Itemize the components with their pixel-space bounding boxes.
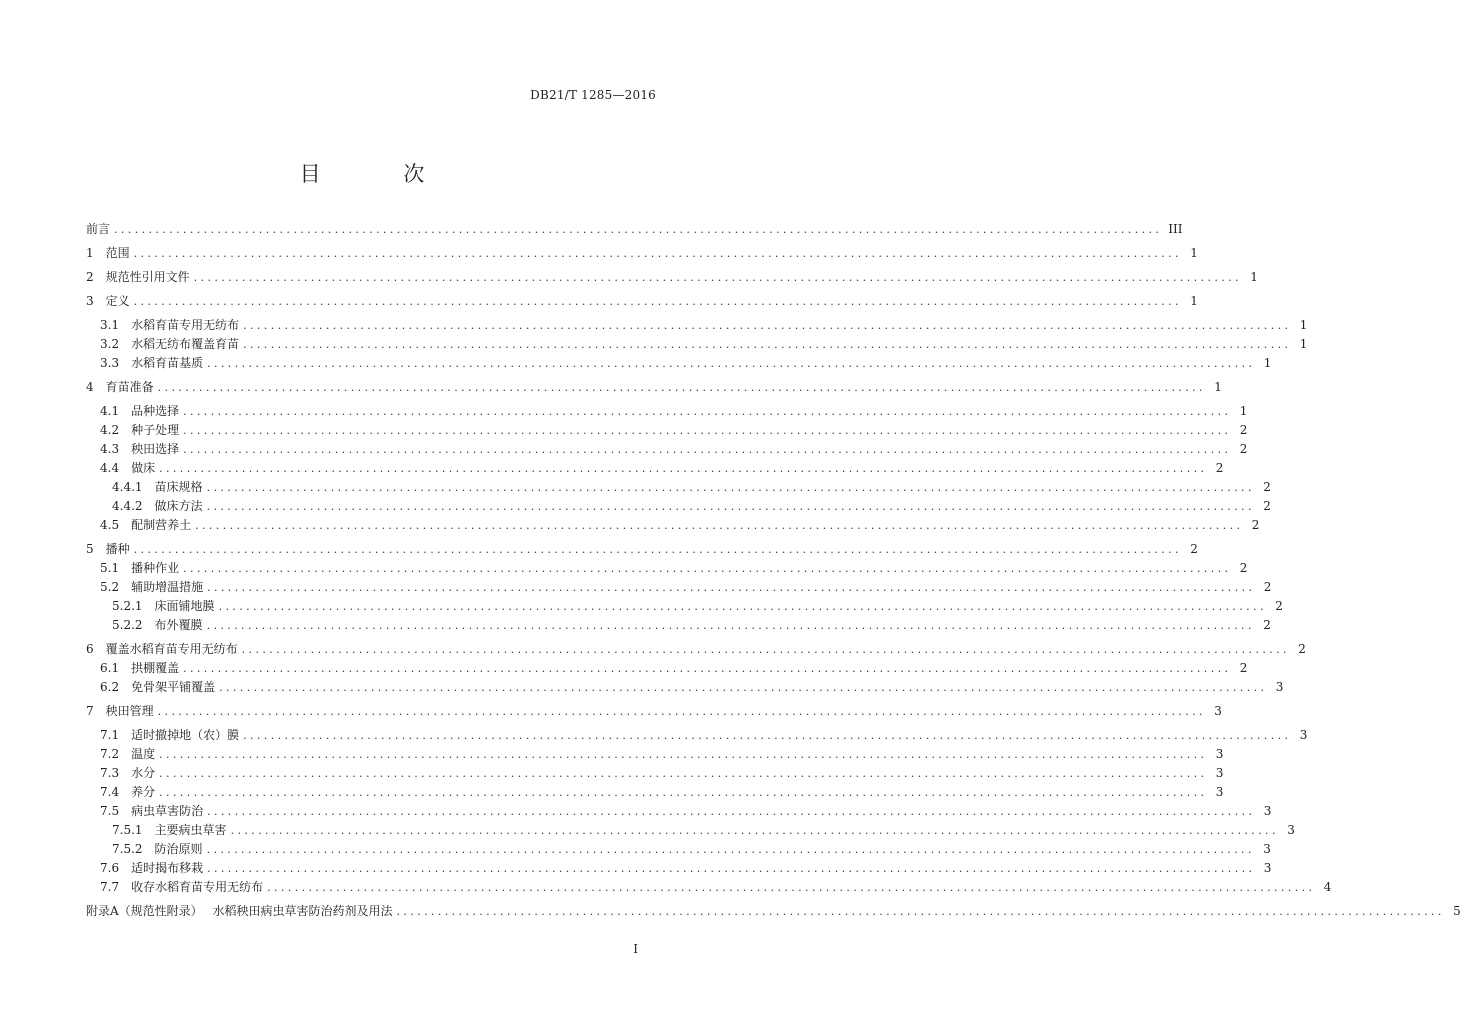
toc-entry[interactable]: [86, 498, 1271, 514]
toc-entry-number: 7.7: [100, 880, 120, 894]
toc-dot-leader: ........................................................................................................................................................: [159, 462, 1208, 475]
toc-entry-number: 5.2.2: [112, 618, 143, 632]
toc-dot-leader: ........................................................................................................................................................: [243, 338, 1292, 351]
toc-entry-number: 4.3: [100, 442, 120, 456]
toc-entry[interactable]: [86, 841, 1271, 857]
toc-entry-page: 3: [1215, 747, 1224, 761]
toc-entry-page: 3: [1215, 785, 1224, 799]
toc-entry-title: 秧田选择: [131, 442, 180, 456]
toc-entry-page: 1: [1214, 380, 1222, 394]
toc-entry-title: 做床方法: [154, 499, 203, 513]
toc-entry[interactable]: [86, 641, 1306, 657]
toc-entry[interactable]: [86, 703, 1222, 719]
toc-entry-page: 2: [1190, 542, 1198, 556]
toc-entry-page: 3: [1299, 728, 1308, 742]
toc-entry-page: 2: [1239, 423, 1248, 437]
toc-entry[interactable]: [86, 422, 1248, 438]
toc-entry[interactable]: [86, 765, 1224, 781]
toc-entry-number: 4.2: [100, 423, 120, 437]
toc-entry-number: 4.4.1: [112, 480, 143, 494]
toc-dot-leader: ........................................................................................................................................................: [183, 424, 1232, 437]
toc-entry-title: 防治原则: [154, 842, 203, 856]
toc-dot-leader: ........................................................................................................................................................: [183, 562, 1232, 575]
toc-dot-leader: ........................................................................................................................................................: [207, 357, 1256, 370]
toc-dot-leader: ........................................................................................................................................................: [207, 862, 1256, 875]
toc-dot-leader: ........................................................................................................................................................: [206, 481, 1255, 494]
toc-entry-number: 7.5.1: [112, 823, 143, 837]
toc-entry-page: 3: [1215, 766, 1224, 780]
toc-entry-number: 6.1: [100, 661, 120, 675]
toc-entry-title: 主要病虫草害: [154, 823, 227, 837]
toc-entry-title: 养分: [131, 785, 156, 799]
toc-entry-number: 3.3: [100, 356, 120, 370]
toc-dot-leader: ........................................................................................................................................................: [207, 581, 1256, 594]
toc-entry-page: 2: [1263, 480, 1271, 494]
toc-entry-number: 4.1: [100, 404, 120, 418]
toc-entry[interactable]: [86, 617, 1271, 633]
toc-entry-page: 1: [1190, 294, 1198, 308]
toc-entry-number: 4: [86, 380, 94, 394]
toc-dot-leader: ........................................................................................................................................................: [206, 619, 1255, 632]
toc-entry-page: 2: [1298, 642, 1306, 656]
toc-entry[interactable]: [86, 727, 1308, 743]
toc-entry-title: 规范性引用文件: [105, 270, 190, 284]
toc-entry-title: 秧田管理: [105, 704, 154, 718]
toc-dot-leader: ........................................................................................................................................................: [157, 705, 1206, 718]
toc-dot-leader: ........................................................................................................................................................: [218, 600, 1267, 613]
toc-entry-number: 5.2.1: [112, 599, 143, 613]
toc-entry-title: 播种: [105, 542, 130, 556]
toc-entry[interactable]: [86, 598, 1283, 614]
toc-entry-number: 2: [86, 270, 94, 284]
toc-entry-page: 1: [1190, 246, 1198, 260]
toc-entry-number: 7.1: [100, 728, 120, 742]
standard-code: DB21/T 1285—2016: [530, 88, 656, 102]
toc-dot-leader: ........................................................................................................................................................: [206, 843, 1255, 856]
toc-entry[interactable]: [86, 293, 1198, 309]
toc-dot-leader: ........................................................................................................................................................: [207, 805, 1256, 818]
toc-entry-page: 2: [1239, 661, 1248, 675]
toc-entry-number: 7: [86, 704, 94, 718]
toc-dot-leader: ........................................................................................................................................................: [133, 543, 1182, 556]
toc-entry-number: 7.4: [100, 785, 120, 799]
toc-entry-number: 4.4: [100, 461, 120, 475]
toc-entry-title: 附录A（规范性附录） 水稻秧田病虫草害防治药剂及用法: [86, 904, 393, 918]
toc-entry-number: 7.2: [100, 747, 120, 761]
toc-dot-leader: ........................................................................................................................................................: [193, 271, 1242, 284]
toc-entry-page: 4: [1323, 880, 1332, 894]
toc-dot-leader: ........................................................................................................................................................: [219, 681, 1268, 694]
toc-entry[interactable]: [86, 379, 1222, 395]
toc-dot-leader: ........................................................................................................................................................: [183, 662, 1232, 675]
toc-entry-page: 3: [1214, 704, 1222, 718]
toc-entry-number: 3.1: [100, 318, 120, 332]
toc-entry-title: 水分: [131, 766, 156, 780]
toc-entry[interactable]: [86, 822, 1295, 838]
toc-entry[interactable]: [86, 479, 1271, 495]
toc-entry-page: 2: [1215, 461, 1224, 475]
toc-entry[interactable]: [86, 746, 1224, 762]
toc-entry-page: 3: [1263, 861, 1272, 875]
toc-entry-title: 辅助增温措施: [131, 580, 204, 594]
toc-entry[interactable]: [86, 579, 1272, 595]
toc-dot-leader: ........................................................................................................................................................: [230, 824, 1279, 837]
toc-entry[interactable]: [86, 784, 1224, 800]
toc-entry-title: 水稻无纺布覆盖育苗: [131, 337, 240, 351]
toc-entry-number: 3.2: [100, 337, 120, 351]
toc-entry-number: 7.5.2: [112, 842, 143, 856]
toc-entry-page: III: [1168, 222, 1183, 236]
toc-entry-title: 播种作业: [131, 561, 180, 575]
toc-entry[interactable]: [86, 679, 1284, 695]
toc-entry-title: 适时揭布移栽: [131, 861, 204, 875]
toc-entry[interactable]: [86, 879, 1332, 895]
toc-entry-title: 苗床规格: [154, 480, 203, 494]
toc-entry-number: 5: [86, 542, 94, 556]
toc-entry-number: 5.1: [100, 561, 120, 575]
toc-entry-page: 1: [1239, 404, 1248, 418]
toc-entry[interactable]: [86, 903, 1461, 919]
toc-entry[interactable]: [86, 441, 1248, 457]
toc-dot-leader: ........................................................................................................................................................: [159, 767, 1208, 780]
toc-entry-title: 覆盖水稻育苗专用无纺布: [105, 642, 238, 656]
toc-entry-title: 温度: [131, 747, 156, 761]
toc-dot-leader: ........................................................................................................................................................: [183, 443, 1232, 456]
toc-dot-leader: ........................................................................................................................................................: [159, 748, 1208, 761]
toc-entry-number: 4.5: [100, 518, 120, 532]
toc-entry-title: 水稻育苗专用无纺布: [131, 318, 240, 332]
toc-entry[interactable]: [86, 660, 1248, 676]
toc-dot-leader: ........................................................................................................................................................: [206, 500, 1255, 513]
toc-entry-number: 7.6: [100, 861, 120, 875]
toc-entry-title: 前言: [86, 222, 111, 236]
toc-dot-leader: ........................................................................................................................................................: [267, 881, 1316, 894]
toc-dot-leader: ........................................................................................................................................................: [195, 519, 1244, 532]
toc-entry[interactable]: [86, 541, 1198, 557]
toc-entry-number: 4.4.2: [112, 499, 143, 513]
toc-entry[interactable]: [86, 517, 1260, 533]
toc-entry-page: 2: [1263, 499, 1271, 513]
toc-entry-page: 2: [1239, 442, 1248, 456]
toc-dot-leader: ........................................................................................................................................................: [396, 905, 1445, 918]
toc-entry[interactable]: [86, 355, 1272, 371]
toc-entry-number: 5.2: [100, 580, 120, 594]
toc-entry-title: 定义: [105, 294, 130, 308]
toc-entry-page: 3: [1263, 804, 1272, 818]
toc-dot-leader: ........................................................................................................................................................: [243, 319, 1292, 332]
toc-entry-title: 拱棚覆盖: [131, 661, 180, 675]
toc-entry-number: 1: [86, 246, 94, 260]
toc-dot-leader: ........................................................................................................................................................: [133, 295, 1182, 308]
toc-entry-title: 水稻育苗基质: [131, 356, 204, 370]
toc-entry-title: 范围: [105, 246, 130, 260]
toc-entry-number: 6.2: [100, 680, 120, 694]
toc-entry-page: 3: [1287, 823, 1295, 837]
toc-entry-title: 病虫草害防治: [131, 804, 204, 818]
toc-dot-leader: ........................................................................................................................................................: [157, 381, 1206, 394]
toc-entry[interactable]: [86, 803, 1272, 819]
toc-entry-number: 7.3: [100, 766, 120, 780]
toc-entry-number: 3: [86, 294, 94, 308]
toc-entry[interactable]: [86, 317, 1308, 333]
toc-entry[interactable]: [86, 245, 1198, 261]
toc-dot-leader: ........................................................................................................................................................: [159, 786, 1208, 799]
page-title: 目 次: [299, 162, 463, 186]
toc-entry-page: 3: [1263, 842, 1271, 856]
toc-entry-title: 免骨架平铺覆盖: [131, 680, 216, 694]
toc-entry[interactable]: [86, 403, 1248, 419]
toc-dot-leader: ........................................................................................................................................................: [133, 247, 1182, 260]
toc-entry-page: 2: [1251, 518, 1260, 532]
toc-entry-page: 1: [1250, 270, 1258, 284]
toc-entry[interactable]: [86, 221, 1183, 237]
toc-entry-number: 6: [86, 642, 94, 656]
toc-entry-page: 5: [1453, 904, 1461, 918]
toc-entry-title: 育苗准备: [105, 380, 154, 394]
toc-entry-page: 1: [1299, 318, 1308, 332]
toc-dot-leader: ........................................................................................................................................................: [243, 729, 1292, 742]
toc-entry[interactable]: [86, 460, 1224, 476]
toc-entry-title: 收存水稻育苗专用无纺布: [131, 880, 264, 894]
toc-entry-page: 2: [1275, 599, 1283, 613]
toc-entry-page: 1: [1263, 356, 1272, 370]
toc-entry-page: 2: [1239, 561, 1248, 575]
toc-entry-title: 做床: [131, 461, 156, 475]
toc-entry-title: 种子处理: [131, 423, 180, 437]
toc-entry[interactable]: [86, 269, 1258, 285]
toc-entry-title: 适时撤掉地（农）膜: [131, 728, 240, 742]
toc-entry-page: 2: [1263, 618, 1271, 632]
page-number: I: [633, 942, 638, 956]
toc-entry-page: 1: [1299, 337, 1308, 351]
toc-entry-title: 布外覆膜: [154, 618, 203, 632]
toc-entry-title: 品种选择: [131, 404, 180, 418]
toc-entry[interactable]: [86, 560, 1248, 576]
toc-dot-leader: ........................................................................................................................................................: [241, 643, 1290, 656]
toc-entry-number: 7.5: [100, 804, 120, 818]
toc-dot-leader: ........................................................................................................................................................: [114, 223, 1163, 236]
toc-dot-leader: ........................................................................................................................................................: [183, 405, 1232, 418]
toc-entry-title: 配制营养土: [131, 518, 192, 532]
toc-entry-page: 2: [1263, 580, 1272, 594]
toc-entry-page: 3: [1275, 680, 1284, 694]
toc-entry[interactable]: [86, 336, 1308, 352]
toc-entry-title: 床面铺地膜: [154, 599, 215, 613]
toc-entry[interactable]: [86, 860, 1272, 876]
